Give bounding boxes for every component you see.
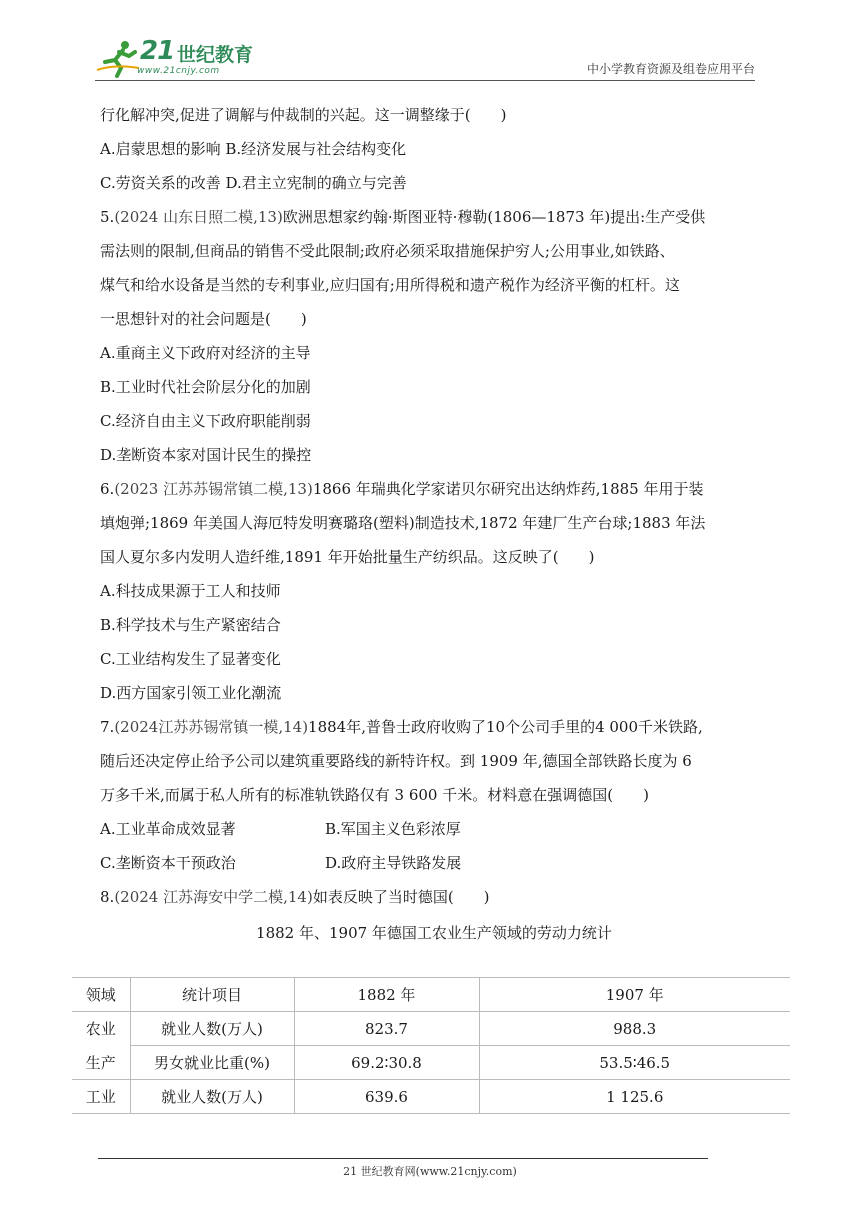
column-header: 领域 <box>72 978 130 1012</box>
domain-cell: 农业 <box>72 1012 130 1046</box>
page-header <box>95 38 755 80</box>
column-header: 1907 年 <box>479 978 790 1012</box>
header-divider <box>95 80 755 81</box>
option-a: A.重商主义下政府对经济的主导 <box>100 344 311 362</box>
value-cell: 823.7 <box>294 1012 479 1046</box>
question-8-stem: 8.(2024 江苏海安中学二模,14)如表反映了当时德国( ) <box>100 888 490 906</box>
text-line: 填炮弹;1869 年美国人海厄特发明赛璐珞(塑料)制造技术,1872 年建厂生产台球;1883 年法 <box>100 514 706 532</box>
option-line: A.启蒙思想的影响 B.经济发展与社会结构变化 <box>100 140 407 158</box>
page-footer: 21 世纪教育网(www.21cnjy.com) <box>343 1165 517 1178</box>
option-d: D.西方国家引领工业化潮流 <box>100 684 282 702</box>
domain-cell: 工业 <box>72 1080 130 1114</box>
question-content <box>100 103 768 955</box>
option-a: A.科技成果源于工人和技师 <box>100 582 281 600</box>
labor-statistics-table <box>72 977 790 1114</box>
option-line: C.劳资关系的改善 D.君主立宪制的确立与完善 <box>100 174 407 192</box>
table-row <box>72 1080 790 1114</box>
option-d: D.垄断资本家对国计民生的操控 <box>100 446 312 464</box>
option-c: C.经济自由主义下政府职能削弱 <box>100 412 311 430</box>
text-line: 行化解冲突,促进了调解与仲裁制的兴起。这一调整缘于( ) <box>100 106 507 124</box>
platform-title: 中小学教育资源及组卷应用平台 <box>586 62 755 76</box>
item-cell: 就业人数(万人) <box>130 1080 294 1114</box>
text-line: 国人夏尔多内发明人造纤维,1891 年开始批量生产纺织品。这反映了( ) <box>100 548 595 566</box>
question-6-stem: 6.(2023 江苏苏锡常镇二模,13)1866 年瑞典化学家诺贝尔研究出达纳炸药,1885 年用于装 <box>100 480 704 498</box>
value-cell: 988.3 <box>479 1012 790 1046</box>
question-source: (2023 江苏苏锡常镇二模,13) <box>114 480 313 498</box>
runner-logo-icon <box>95 38 143 78</box>
table-header-row <box>72 978 790 1012</box>
footer-divider <box>98 1158 708 1159</box>
option-line: A.工业革命成效显著 B.军国主义色彩浓厚 <box>100 820 461 838</box>
value-cell: 53.5∶46.5 <box>479 1046 790 1080</box>
question-7-stem: 7.(2024江苏苏锡常镇一模,14)1884年,普鲁士政府收购了10个公司手里的4 000千米铁路, <box>100 718 703 736</box>
option-c: C.工业结构发生了显著变化 <box>100 650 281 668</box>
question-source: (2024 江苏海安中学二模,14) <box>114 888 313 906</box>
question-source: (2024江苏苏锡常镇一模,14) <box>114 718 309 736</box>
logo <box>95 38 265 78</box>
value-cell: 69.2∶30.8 <box>294 1046 479 1080</box>
logo-number: 21 <box>140 36 175 66</box>
value-cell: 639.6 <box>294 1080 479 1114</box>
option-b: B.工业时代社会阶层分化的加剧 <box>100 378 311 396</box>
option-b: B.科学技术与生产紧密结合 <box>100 616 281 634</box>
question-5-stem: 5.(2024 山东日照二模,13)欧洲思想家约翰·斯图亚特·穆勒(1806—1873 年)提出:生产受供 <box>100 208 706 226</box>
text-line: 需法则的限制,但商品的销售不受此限制;政府必须采取措施保护穷人;公用事业,如铁路、 <box>100 242 675 260</box>
logo-text: 世纪教育 <box>177 44 254 66</box>
table-caption: 1882 年、1907 年德国工农业生产领域的劳动力统计 <box>256 924 612 942</box>
table-row <box>72 1012 790 1046</box>
question-source: (2024 山东日照二模,13) <box>114 208 283 226</box>
value-cell: 1 125.6 <box>479 1080 790 1114</box>
logo-url: www.21cnjy.com <box>137 66 220 76</box>
text-line: 一思想针对的社会问题是( ) <box>100 310 307 328</box>
text-line: 万多千米,而属于私人所有的标准轨铁路仅有 3 600 千米。材料意在强调德国( ) <box>100 786 649 804</box>
column-header: 1882 年 <box>294 978 479 1012</box>
column-header: 统计项目 <box>130 978 294 1012</box>
domain-cell: 生产 <box>72 1046 130 1080</box>
table-row <box>72 1046 790 1080</box>
text-line: 随后还决定停止给予公司以建筑重要路线的新特许权。到 1909 年,德国全部铁路长度为 6 <box>100 752 692 770</box>
option-line: C.垄断资本干预政治 D.政府主导铁路发展 <box>100 854 462 872</box>
text-line: 煤气和给水设备是当然的专利事业,应归国有;用所得税和遗产税作为经济平衡的杠杆。这 <box>100 276 680 294</box>
item-cell: 男女就业比重(%) <box>130 1046 294 1080</box>
item-cell: 就业人数(万人) <box>130 1012 294 1046</box>
